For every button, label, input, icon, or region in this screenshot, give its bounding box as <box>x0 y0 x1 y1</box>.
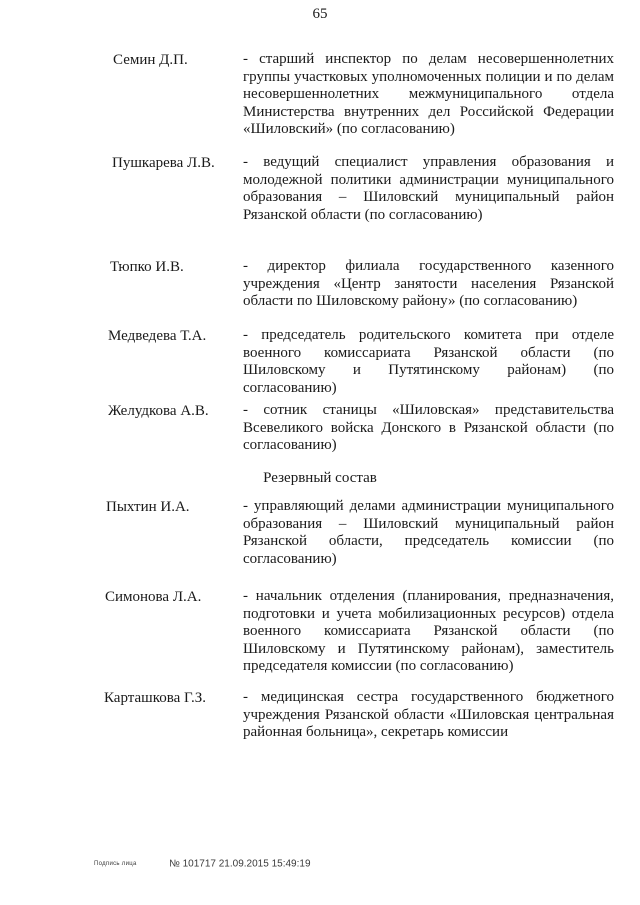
page-number: 65 <box>312 6 328 22</box>
member-description: - председатель родительского комитета при отделе военного комиссариата Рязанской области (по Шиловскому и Путятинскому районам) (по согласованию) <box>243 327 614 396</box>
member-name: Желудкова А.В. <box>108 403 209 419</box>
member-name: Пыхтин И.А. <box>106 499 190 515</box>
member-name: Симонова Л.А. <box>105 589 202 605</box>
reserve-heading: Резервный состав <box>263 470 377 486</box>
member-description: - старший инспектор по делам несовершеннолетних группы участковых уполномоченных полиции и по делам несовершеннолетних межмуниципального отдела Министерства внутренних дел Российской Федерации «Шиловский» (по согласованию) <box>243 51 614 137</box>
member-name: Пушкарева Л.В. <box>112 155 215 171</box>
member-description: - директор филиала государственного казенного учреждения «Центр занятости населения Рязанской области по Шиловскому району» (по согласованию) <box>243 258 614 309</box>
registration-stamp: № 101717 21.09.2015 15:49:19 <box>169 858 311 870</box>
member-description: - медицинская сестра государственного бюджетного учреждения Рязанской области «Шиловская центральная районная больница», секретарь комиссии <box>243 689 614 740</box>
member-description: - начальник отделения (планирования, предназначения, подготовки и учета мобилизационных ресурсов) отдела военного комиссариата Рязанской области (по Шиловскому и Путятинскому районам), заместитель председателя комиссии (по согласованию) <box>243 588 614 674</box>
member-description: - сотник станицы «Шиловская» представительства Всевеликого войска Донского в Рязанской области (по согласованию) <box>243 402 614 453</box>
document-stamp <box>94 855 311 873</box>
member-description: - управляющий делами администрации муниципального образования – Шиловский муниципальный район Рязанской области, председатель комиссии (по согласованию) <box>243 498 614 567</box>
member-name: Тюпко И.В. <box>110 259 184 275</box>
member-name: Семин Д.П. <box>113 52 188 68</box>
member-name: Медведева Т.А. <box>108 328 207 344</box>
member-description: - ведущий специалист управления образования и молодежной политики администрации муниципального образования – Шиловский муниципальный район Рязанской области (по согласованию) <box>243 154 614 223</box>
member-name: Карташкова Г.З. <box>104 690 207 706</box>
footer-small-text: Подпись лица <box>94 860 137 867</box>
